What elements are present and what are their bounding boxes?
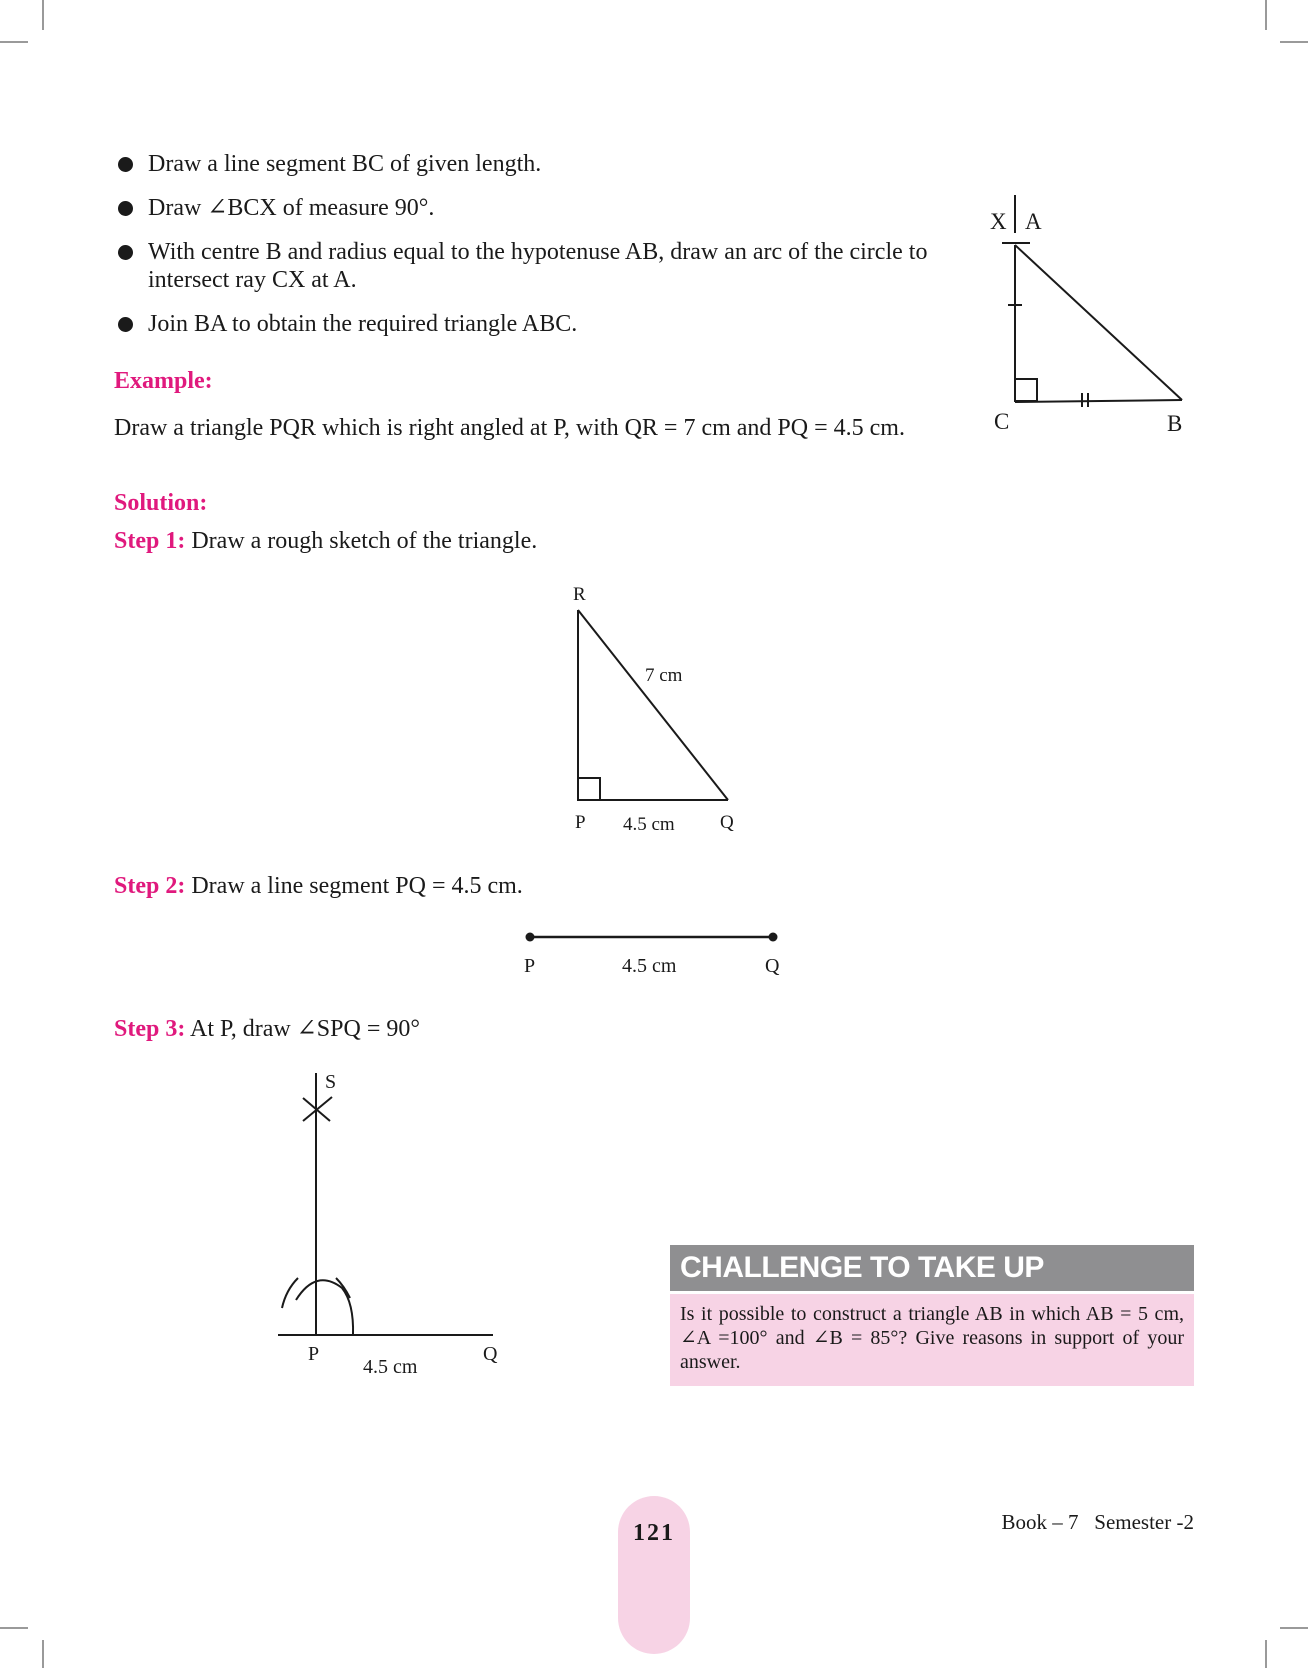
label-b: B [1167, 411, 1183, 436]
solution-heading: Solution: [114, 490, 208, 516]
construction-steps-list [116, 150, 946, 354]
step-label: Step 1: [114, 528, 186, 554]
step-2 [114, 872, 523, 900]
crop-mark [1265, 1640, 1267, 1668]
label-p: P [524, 955, 536, 977]
crop-mark [42, 1640, 44, 1668]
label-r: R [573, 584, 586, 605]
label-q: Q [720, 812, 734, 833]
crop-mark [1280, 1627, 1308, 1629]
bullet-text: Join BA to obtain the required triangle ABC. [148, 311, 578, 337]
step-text: At P, draw ∠SPQ = 90° [185, 1016, 420, 1042]
label-q: Q [765, 955, 780, 977]
step-label: Step 3: [114, 1016, 186, 1042]
challenge-box [670, 1245, 1194, 1386]
footer-book: Book – 7 [1001, 1510, 1079, 1534]
list-item [116, 150, 946, 178]
step-text: Draw a rough sketch of the triangle. [185, 528, 538, 554]
bullet-text: Draw a line segment BC of given length. [148, 151, 542, 177]
bullet-text: With centre B and radius equal to the hypotenuse AB, draw an arc of the circle to intersect ray CX at A. [148, 239, 928, 293]
step-text: Draw a line segment PQ = 4.5 cm. [185, 873, 523, 899]
label-q: Q [483, 1343, 498, 1365]
example-text: Draw a triangle PQR which is right angled at P, with QR = 7 cm and PQ = 4.5 cm. [114, 415, 905, 441]
crop-mark [0, 1627, 28, 1629]
page-number: 121 [618, 1496, 690, 1654]
label-hypotenuse: 7 cm [645, 665, 683, 686]
footer-semester: Semester -2 [1094, 1510, 1194, 1534]
label-base: 4.5 cm [623, 814, 675, 835]
label-p: P [575, 812, 586, 833]
figure-perpendicular-construction [270, 1068, 510, 1383]
label-a: A [1025, 209, 1042, 234]
crop-mark [42, 0, 44, 30]
figure-triangle-abc [975, 195, 1200, 440]
crop-mark [1280, 41, 1308, 43]
example-heading: Example: [114, 368, 213, 394]
label-x: X [990, 209, 1007, 234]
bullet-icon [118, 201, 133, 216]
bullet-icon [118, 157, 133, 172]
bullet-icon [118, 245, 133, 260]
step-3 [114, 1015, 420, 1043]
crop-mark [0, 41, 28, 43]
crop-mark [1265, 0, 1267, 30]
step-label: Step 2: [114, 873, 186, 899]
figure-segment-pq [515, 925, 795, 981]
bullet-icon [118, 317, 133, 332]
challenge-title: CHALLENGE TO TAKE UP [670, 1245, 1194, 1294]
figure-rough-sketch [560, 580, 750, 840]
label-c: C [994, 409, 1010, 434]
challenge-text: Is it possible to construct a triangle AB in which AB = 5 cm, ∠A =100° and ∠B = 85°? Give reasons in support of your answer. [670, 1294, 1194, 1386]
list-item [116, 194, 946, 222]
step-1 [114, 527, 537, 555]
list-item [116, 238, 946, 294]
label-length: 4.5 cm [622, 955, 677, 977]
label-s: S [325, 1071, 337, 1093]
list-item [116, 310, 946, 338]
label-length: 4.5 cm [363, 1356, 418, 1378]
label-p: P [308, 1343, 320, 1365]
footer-book-info [1002, 1510, 1195, 1535]
bullet-text: Draw ∠BCX of measure 90°. [148, 195, 435, 221]
